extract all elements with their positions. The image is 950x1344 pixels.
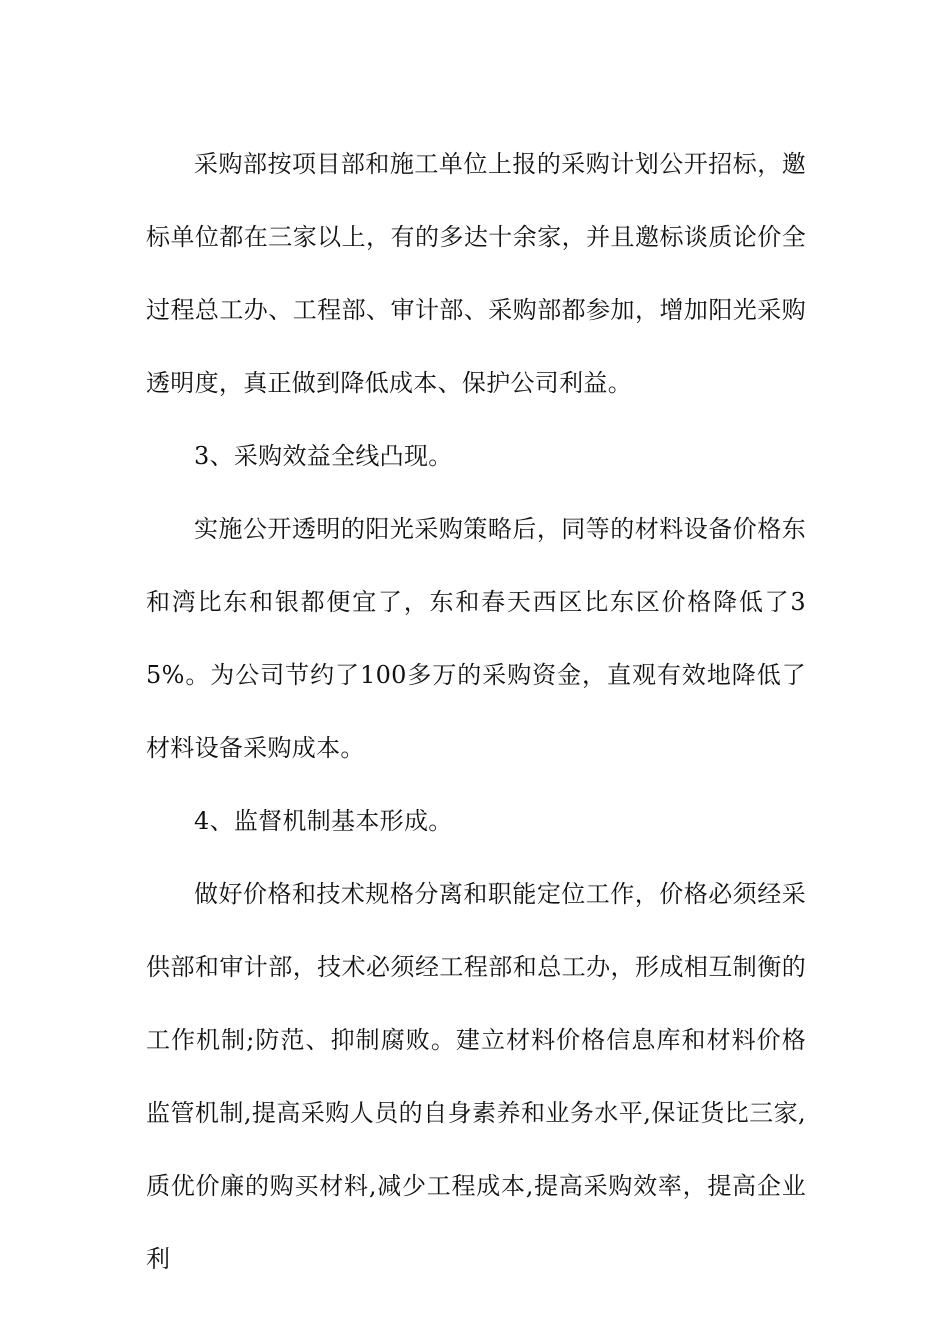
paragraph-cost-savings: 实施公开透明的阳光采购策略后，同等的材料设备价格东和湾比东和银都便宜了，东和春天西区比东区价格降低了35%。为公司节约了100多万的采购资金，直观有效地降低了材料设备采购成本。 (146, 515, 806, 762)
section-heading-procurement-benefits: 3、采购效益全线凸现。 (194, 442, 453, 470)
paragraph-procurement-bidding: 采购部按项目部和施工单位上报的采购计划公开招标，邀标单位都在三家以上，有的多达十余家，并且邀标谈质论价全过程总工办、工程部、审计部、采购部都参加，增加阳光采购透明度，真正做到降低成本、保护公司利益。 (146, 150, 806, 397)
document-body (146, 128, 806, 1296)
paragraph-supervision-details: 做好价格和技术规格分离和职能定位工作，价格必须经采供部和审计部，技术必须经工程部和总工办，形成相互制衡的工作机制;防范、抑制腐败。建立材料价格信息库和材料价格监管机制,提高采购人员的自身素养和业务水平,保证货比三家,质优价廉的购买材料,减少工程成本,提高采购效率，提高企业利 (146, 880, 806, 1273)
section-heading-supervision-mechanism: 4、监督机制基本形成。 (194, 807, 453, 835)
